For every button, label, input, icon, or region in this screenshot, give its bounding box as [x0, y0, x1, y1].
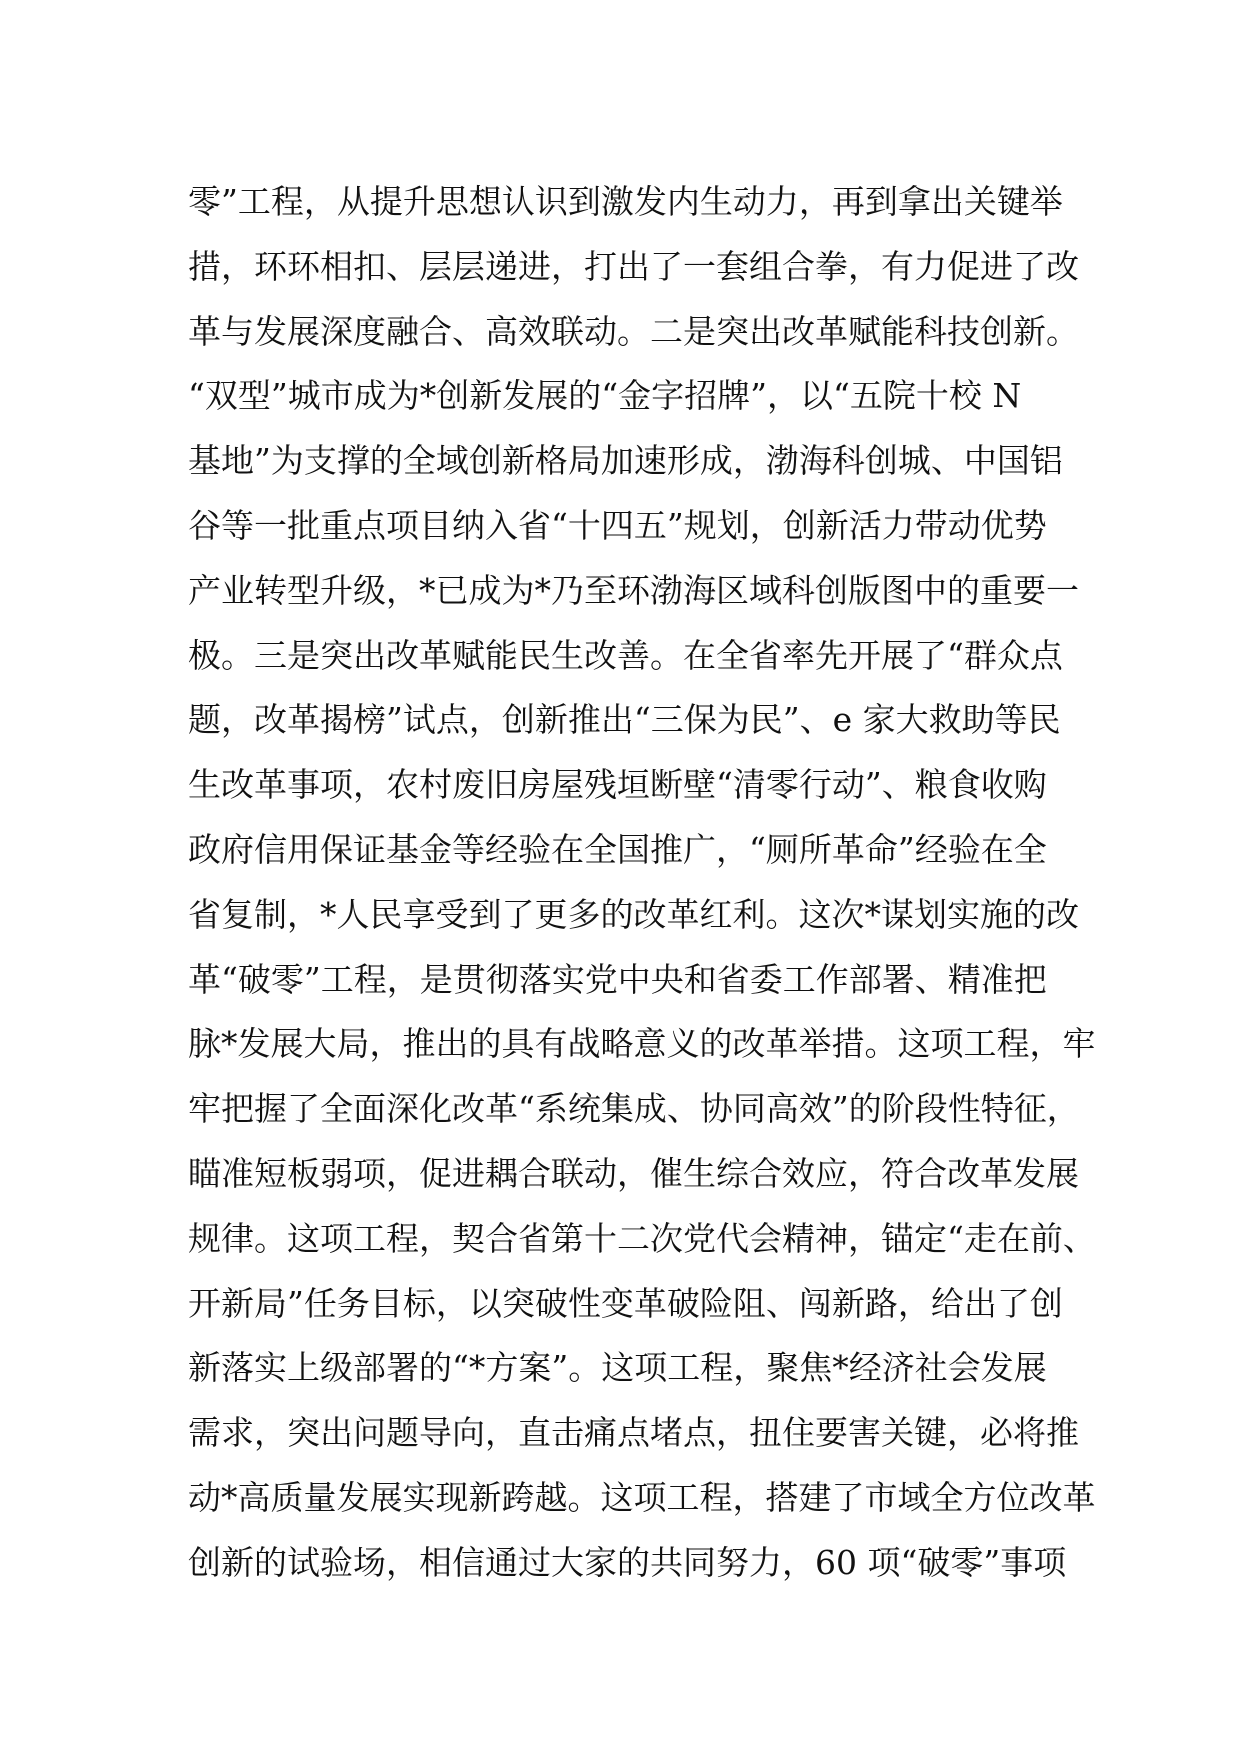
text-line: “双型”城市成为*创新发展的“金字招牌”，以“五院十校 N: [188, 376, 1022, 416]
text-line: 创新的试验场，相信通过大家的共同努力，60 项“破零”事项: [188, 1542, 1067, 1582]
text-line: 革与发展深度融合、高效联动。二是突出改革赋能科技创新。: [188, 311, 1079, 351]
text-line: 规律。这项工程，契合省第十二次党代会精神，锚定“走在前、: [188, 1218, 1096, 1258]
text-line: 政府信用保证基金等经验在全国推广，“厕所革命”经验在全: [188, 829, 1047, 869]
text-line: 动*高质量发展实现新跨越。这项工程，搭建了市域全方位改革: [188, 1477, 1096, 1517]
body-text: [188, 170, 1096, 1596]
text-line: 牢把握了全面深化改革“系统集成、协同高效”的阶段性特征，: [188, 1089, 1080, 1129]
text-line: 需求，突出问题导向，直击痛点堵点，扭住要害关键，必将推: [188, 1413, 1079, 1453]
text-line: 生改革事项，农村废旧房屋残垣断壁“清零行动”、粮食收购: [188, 765, 1047, 805]
text-line: 极。三是突出改革赋能民生改善。在全省率先开展了“群众点: [188, 635, 1063, 675]
text-line: 题，改革揭榜”试点，创新推出“三保为民”、e 家大救助等民: [188, 700, 1061, 740]
text-line: 零”工程，从提升思想认识到激发内生动力，再到拿出关键举: [188, 182, 1063, 221]
text-line: 瞄准短板弱项，促进耦合联动，催生综合效应，符合改革发展: [188, 1153, 1079, 1193]
text-line: 新落实上级部署的“*方案”。这项工程，聚焦*经济社会发展: [188, 1348, 1047, 1388]
text-line: 谷等一批重点项目纳入省“十四五”规划，创新活力带动优势: [188, 505, 1047, 545]
text-line: 基地”为支撑的全域创新格局加速形成，渤海科创城、中国铝: [188, 441, 1063, 481]
text-line: 措，环环相扣、层层递进，打出了一套组合拳，有力促进了改: [188, 246, 1079, 286]
text-line: 开新局”任务目标，以突破性变革破险阻、闯新路，给出了创: [188, 1283, 1063, 1323]
text-line: 省复制，*人民享受到了更多的改革红利。这次*谋划实施的改: [188, 894, 1079, 934]
text-line: 产业转型升级，*已成为*乃至环渤海区域科创版图中的重要一: [188, 570, 1079, 610]
text-line: 革“破零”工程，是贯彻落实党中央和省委工作部署、精准把: [188, 959, 1047, 999]
text-line: 脉*发展大局，推出的具有战略意义的改革举措。这项工程，牢: [188, 1024, 1096, 1064]
